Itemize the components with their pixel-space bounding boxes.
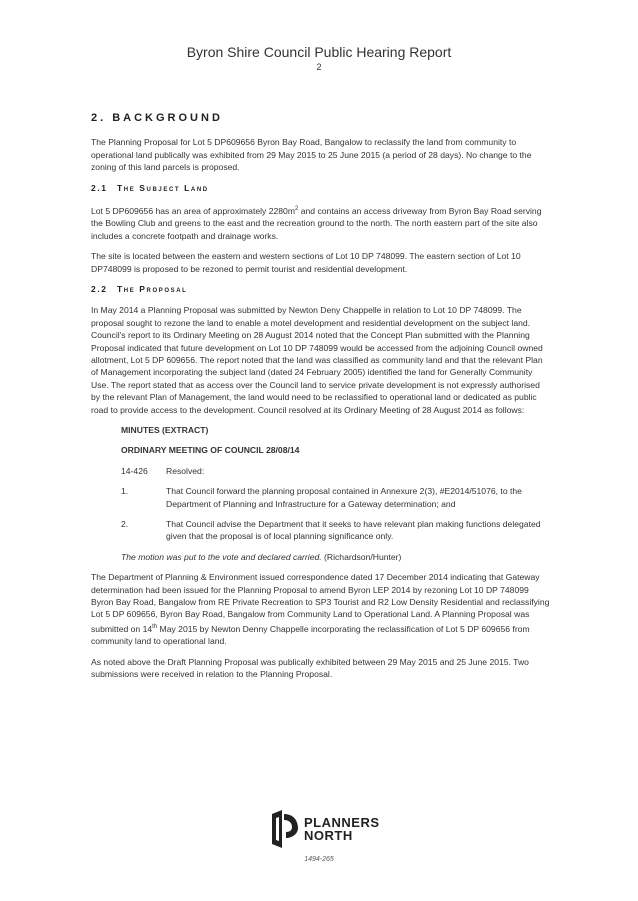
proposal-paragraph-2 bbox=[91, 571, 551, 647]
subsection-number: 2.1 bbox=[91, 182, 108, 193]
subsection-number: 2.2 bbox=[91, 283, 108, 294]
para-text: and contains an access driveway from Byron Bay Road serving the Bowling Club and greens to the east and the recreation ground to the north. The north eastern part of the site also includes a concrete footpath and drainage works. bbox=[91, 205, 542, 241]
page-number: 2 bbox=[316, 62, 322, 72]
para-text: The Department of Planning & Environment issued correspondence dated 17 December 2014 indicating that Gateway determination had been issued for the Planning Proposal to amend Byron LEP 2014 by rezoning Lot 10 DP 748099 Byron Bay Road, Bangalow from RE Private Recreation to SP3 Tourist and R2 Low Density Residential and reclassifying Lot 5 DP 609656, Byron Bay Road, Bangalow from Community Land to Operational Land. A Planning Proposal was submitted on 14 bbox=[91, 572, 550, 634]
meeting-title: ORDINARY MEETING OF COUNCIL 28/08/14 bbox=[121, 445, 300, 456]
proposal-paragraph-1: In May 2014 a Planning Proposal was submitted by Newton Deny Chappelle in relation to Lot 10 DP 748099. The proposal sought to rezone the land to enable a motel development and residential development on the subject land. Council's report to its Ordinary Meeting on 28 August 2014 noted that the Concept Plan submitted with the Planning Proposal indicated that future development on Lot 10 DP 748099 would be accessed from the adjoining Council owned allotment, Lot 5 DP 609656. The report noted that the land was classified as community land and that the relevant Plan of Management incorporating the subject land (dated 24 February 2005) identified the land for Generally Community Use. The report stated that as access over the Council land to service private development is not expressly authorised by the relevant Plan of Management, the land would need to be reclassified to operational land or dedicated as public road to provide access to the development. Council resolved at its Ordinary Meeting of 28 August 2014 as follows: bbox=[91, 305, 543, 415]
subsection-heading-proposal bbox=[91, 283, 551, 295]
resolution-label: Resolved: bbox=[166, 465, 205, 476]
subject-land-paragraph-1 bbox=[91, 203, 551, 242]
resolution-number: 14-426 bbox=[121, 465, 148, 476]
para-text: Lot 5 DP609656 has an area of approximately 2280m bbox=[91, 205, 295, 216]
page-content bbox=[91, 112, 551, 688]
logo-mark-icon bbox=[268, 808, 300, 852]
proposal-paragraph-3: As noted above the Draft Planning Proposal was publically exhibited between 29 May 2015 and 25 June 2015. Two submissions were received in relation to the Planning Proposal. bbox=[91, 656, 529, 679]
report-title: Byron Shire Council Public Hearing Report bbox=[186, 44, 452, 60]
resolution-item bbox=[121, 518, 551, 543]
motion-text: The motion was put to the vote and declared carried. bbox=[121, 551, 322, 562]
item-number: 1. bbox=[121, 486, 129, 497]
subsection-title: The Subject Land bbox=[117, 182, 209, 193]
subject-land-paragraph-2: The site is located between the eastern and western sections of Lot 10 DP 748099. The eastern section of Lot 10 DP748099 is proposed to be rezoned to permit tourist and residential development. bbox=[91, 251, 521, 274]
motion-movers: (Richardson/Hunter) bbox=[321, 551, 402, 562]
motion-result bbox=[121, 551, 551, 563]
background-intro: The Planning Proposal for Lot 5 DP609656 Byron Bay Road, Bangalow to reclassify the land from community to operational land publically was exhibited from 29 May 2015 to 25 June 2015 (a period of 28 days). No change to the zoning of this land parcels is proposed. bbox=[91, 137, 532, 173]
superscript: th bbox=[152, 623, 158, 630]
logo-wordmark bbox=[304, 816, 380, 842]
item-text: That Council forward the planning proposal contained in Annexure 2(3), #E2014/51076, to the Department of Planning and Infrastructure for a Gateway determination; and bbox=[166, 486, 522, 509]
resolution-item bbox=[121, 485, 551, 510]
logo-line-1: PLANNERS bbox=[304, 815, 380, 830]
item-text: That Council advise the Department that it seeks to have relevant plan making functions delegated given that the proposal is of local planning significance only. bbox=[166, 519, 541, 542]
subsection-title: The Proposal bbox=[117, 283, 188, 294]
logo-line-2: NORTH bbox=[304, 828, 353, 843]
document-code: 1494-265 bbox=[304, 856, 334, 863]
item-number: 2. bbox=[121, 519, 129, 530]
resolution-row bbox=[121, 465, 551, 477]
minutes-extract bbox=[121, 424, 551, 563]
minutes-title: MINUTES (EXTRACT) bbox=[121, 424, 209, 435]
para-text: May 2015 by Newton Denny Chappelle incorporating the reclassification of Lot 5 DP 609656 from community land to operational land. bbox=[91, 623, 530, 647]
section-heading: 2. BACKGROUND bbox=[91, 112, 223, 124]
subsection-heading-subject-land bbox=[91, 182, 551, 194]
planners-north-logo bbox=[268, 808, 398, 858]
superscript: 2 bbox=[295, 206, 299, 213]
